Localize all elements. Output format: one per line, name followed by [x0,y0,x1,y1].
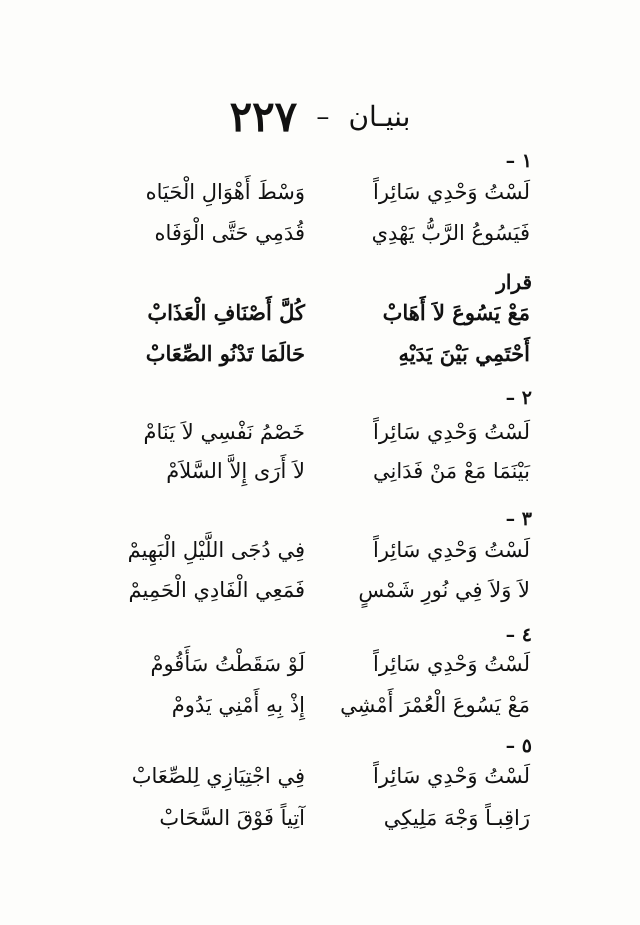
stanza-4-line-1 [110,652,530,688]
hymn-header [0,92,640,141]
stanza-4-line-2 [110,693,530,729]
chorus-label: قرار [496,270,532,294]
hemistich-2: خَصْمُ نَفْسِي لاَ يَنَامْ [143,420,305,444]
hemistich-1: بَيْنَمَا مَعْ مَنْ فَدَانِي [373,459,530,483]
stanza-1-line-1 [110,180,530,216]
stanza-5-label: ٥ – [505,735,532,757]
stanza-5-line-2 [110,806,530,842]
hemistich-1: لَسْتُ وَحْدِي سَائِراً [373,180,530,204]
hemistich-1: أَحْتَمِي بَيْنَ يَدَيْهِ [398,341,530,366]
hemistich-2: فِي دُجَى اللَّيْلِ الْبَهِيمْ [127,538,305,562]
hemistich-1: مَعْ يَسُوعَ لاَ أَهَابْ [382,300,530,325]
stanza-3-line-2 [110,578,530,614]
hemistich-1: رَاقِبـاً وَجْهَ مَلِيكِي [383,806,530,830]
title-separator: – [316,101,330,132]
stanza-2-label: ٢ – [505,387,532,409]
hemistich-1: مَعْ يَسُوعَ الْعُمْرَ أَمْشِي [340,693,530,717]
hemistich-1: لَسْتُ وَحْدِي سَائِراً [373,538,530,562]
stanza-3-line-1 [110,538,530,574]
hemistich-1: فَيَسُوعُ الرَّبُّ يَهْدِي [371,221,530,245]
hemistich-2: وَسْطَ أَهْوَالِ الْحَيَاه [145,180,305,204]
stanza-2-line-1 [110,420,530,456]
hemistich-1: لاَ وَلاَ فِي نُورِ شَمْسٍ [358,578,530,602]
hemistich-2: قُدَمِي حَتَّى الْوَفَاه [154,221,305,245]
hymn-title: بنيـان [348,100,411,133]
hemistich-2: آتِياً فَوْقَ السَّحَابْ [159,806,305,830]
chorus-line-2 [110,341,530,377]
stanza-1-label: ١ – [505,150,532,172]
stanza-3-label: ٣ – [505,508,532,530]
stanza-1-line-2 [110,221,530,257]
hemistich-2: فَمَعِي الْفَادِي الْحَمِيمْ [128,578,305,602]
hemistich-2: حَالَمَا تَدْنُو الصِّعَابْ [145,341,305,366]
hemistich-2: لَوْ سَقَطْتُ سَأَقُومْ [150,652,305,676]
hemistich-2: فِي اجْتِيَازِي لِلصِّعَابْ [131,764,305,788]
hemistich-1: لَسْتُ وَحْدِي سَائِراً [373,764,530,788]
chorus-line-1 [110,300,530,336]
hemistich-1: لَسْتُ وَحْدِي سَائِراً [373,652,530,676]
hemistich-2: كُلَّ أَصْنَافِ الْعَذَابْ [147,300,305,325]
hemistich-2: إِذْ بِهِ أَمْنِي يَدُومْ [171,693,305,717]
stanza-5-line-1 [110,764,530,800]
hymn-number: ٢٢٧ [229,92,298,141]
hemistich-1: لَسْتُ وَحْدِي سَائِراً [373,420,530,444]
hemistich-2: لاَ أَرَى إِلاَّ السَّلاَمْ [166,459,305,483]
stanza-2-line-2 [110,459,530,495]
stanza-4-label: ٤ – [505,624,532,646]
